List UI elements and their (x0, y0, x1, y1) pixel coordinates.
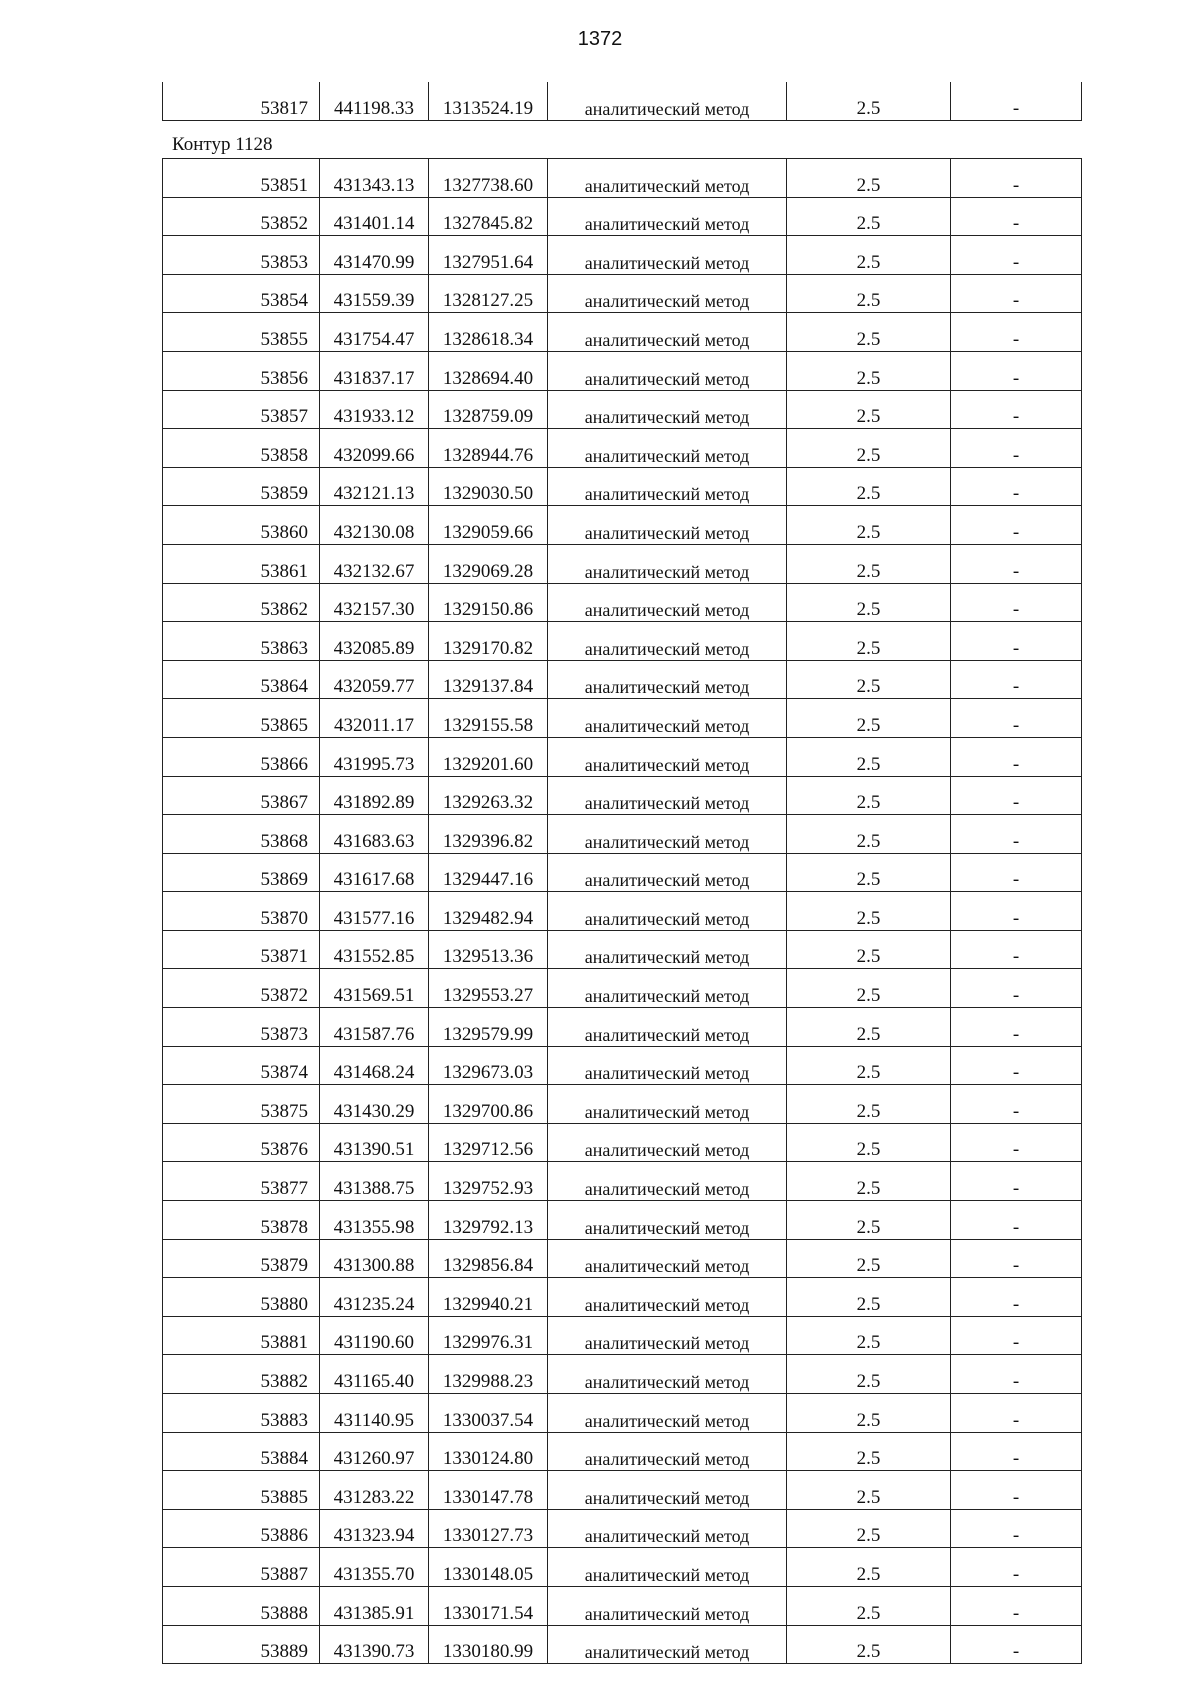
table-row (163, 815, 1082, 854)
method-cell: аналитический метод (548, 1239, 787, 1278)
accuracy-cell: 2.5 (787, 506, 951, 545)
accuracy-cell: 2.5 (787, 274, 951, 313)
x-coordinate-cell: 431552.85 (320, 930, 429, 969)
x-coordinate-cell: 432130.08 (320, 506, 429, 545)
description-cell: - (951, 1046, 1082, 1085)
description-cell: - (951, 815, 1082, 854)
description-cell: - (951, 1355, 1082, 1394)
method-cell: аналитический метод (548, 390, 787, 429)
y-coordinate-cell: 1329792.13 (429, 1201, 548, 1240)
description-cell: - (951, 313, 1082, 352)
y-coordinate-cell: 1330124.80 (429, 1432, 548, 1471)
y-coordinate-cell: 1329030.50 (429, 467, 548, 506)
method-cell: аналитический метод (548, 1162, 787, 1201)
x-coordinate-cell: 431235.24 (320, 1278, 429, 1317)
accuracy-cell: 2.5 (787, 1394, 951, 1433)
accuracy-cell: 2.5 (787, 622, 951, 661)
accuracy-cell: 2.5 (787, 1355, 951, 1394)
accuracy-cell: 2.5 (787, 660, 951, 699)
table-row (163, 1509, 1082, 1548)
accuracy-cell: 2.5 (787, 351, 951, 390)
y-coordinate-cell: 1329137.84 (429, 660, 548, 699)
point-number-cell: 53859 (163, 467, 320, 506)
x-coordinate-cell: 432085.89 (320, 622, 429, 661)
method-cell: аналитический метод (548, 1046, 787, 1085)
description-cell: - (951, 1239, 1082, 1278)
point-number-cell: 53881 (163, 1316, 320, 1355)
accuracy-cell: 2.5 (787, 892, 951, 931)
description-cell: - (951, 1586, 1082, 1625)
point-number-cell: 53886 (163, 1509, 320, 1548)
x-coordinate-cell: 441198.33 (320, 82, 429, 120)
point-number-cell: 53860 (163, 506, 320, 545)
table-row (163, 737, 1082, 776)
point-number-cell: 53853 (163, 236, 320, 275)
y-coordinate-cell: 1328127.25 (429, 274, 548, 313)
x-coordinate-cell: 431343.13 (320, 159, 429, 198)
y-coordinate-cell: 1329940.21 (429, 1278, 548, 1317)
x-coordinate-cell: 431355.98 (320, 1201, 429, 1240)
description-cell: - (951, 1278, 1082, 1317)
table-row (163, 159, 1082, 198)
point-number-cell: 53878 (163, 1201, 320, 1240)
table-row (163, 1278, 1082, 1317)
method-cell: аналитический метод (548, 506, 787, 545)
y-coordinate-cell: 1313524.19 (429, 82, 548, 120)
table-row (163, 197, 1082, 236)
table-row (163, 1123, 1082, 1162)
accuracy-cell: 2.5 (787, 313, 951, 352)
description-cell: - (951, 1548, 1082, 1587)
accuracy-cell: 2.5 (787, 1085, 951, 1124)
table-row (163, 274, 1082, 313)
method-cell: аналитический метод (548, 660, 787, 699)
y-coordinate-cell: 1328694.40 (429, 351, 548, 390)
y-coordinate-cell: 1329988.23 (429, 1355, 548, 1394)
accuracy-cell: 2.5 (787, 699, 951, 738)
x-coordinate-cell: 431355.70 (320, 1548, 429, 1587)
point-number-cell: 53874 (163, 1046, 320, 1085)
accuracy-cell: 2.5 (787, 82, 951, 120)
method-cell: аналитический метод (548, 1509, 787, 1548)
description-cell: - (951, 1394, 1082, 1433)
y-coordinate-cell: 1330148.05 (429, 1548, 548, 1587)
point-number-cell: 53880 (163, 1278, 320, 1317)
x-coordinate-cell: 431577.16 (320, 892, 429, 931)
y-coordinate-cell: 1329700.86 (429, 1085, 548, 1124)
point-number-cell: 53877 (163, 1162, 320, 1201)
method-cell: аналитический метод (548, 429, 787, 468)
x-coordinate-cell: 431587.76 (320, 1008, 429, 1047)
x-coordinate-cell: 431559.39 (320, 274, 429, 313)
accuracy-cell: 2.5 (787, 1548, 951, 1587)
x-coordinate-cell: 431283.22 (320, 1471, 429, 1510)
table-row (163, 1548, 1082, 1587)
x-coordinate-cell: 431323.94 (320, 1509, 429, 1548)
method-cell: аналитический метод (548, 583, 787, 622)
y-coordinate-cell: 1328944.76 (429, 429, 548, 468)
table-row (163, 313, 1082, 352)
method-cell: аналитический метод (548, 1586, 787, 1625)
point-number-cell: 53857 (163, 390, 320, 429)
point-number-cell: 53851 (163, 159, 320, 198)
description-cell: - (951, 236, 1082, 275)
y-coordinate-cell: 1330171.54 (429, 1586, 548, 1625)
description-cell: - (951, 467, 1082, 506)
table-row (163, 1394, 1082, 1433)
description-cell: - (951, 1432, 1082, 1471)
description-cell: - (951, 776, 1082, 815)
method-cell: аналитический метод (548, 1548, 787, 1587)
accuracy-cell: 2.5 (787, 1201, 951, 1240)
description-cell: - (951, 930, 1082, 969)
y-coordinate-cell: 1328759.09 (429, 390, 548, 429)
y-coordinate-cell: 1327738.60 (429, 159, 548, 198)
method-cell: аналитический метод (548, 1471, 787, 1510)
y-coordinate-cell: 1327845.82 (429, 197, 548, 236)
x-coordinate-cell: 431165.40 (320, 1355, 429, 1394)
y-coordinate-cell: 1329201.60 (429, 737, 548, 776)
y-coordinate-cell: 1329579.99 (429, 1008, 548, 1047)
point-number-cell: 53817 (163, 82, 320, 120)
x-coordinate-cell: 431470.99 (320, 236, 429, 275)
description-cell: - (951, 583, 1082, 622)
y-coordinate-cell: 1329856.84 (429, 1239, 548, 1278)
point-number-cell: 53865 (163, 699, 320, 738)
y-coordinate-cell: 1330147.78 (429, 1471, 548, 1510)
accuracy-cell: 2.5 (787, 390, 951, 429)
table-row (163, 351, 1082, 390)
y-coordinate-cell: 1329069.28 (429, 544, 548, 583)
point-number-cell: 53873 (163, 1008, 320, 1047)
method-cell: аналитический метод (548, 274, 787, 313)
x-coordinate-cell: 431468.24 (320, 1046, 429, 1085)
method-cell: аналитический метод (548, 622, 787, 661)
point-number-cell: 53856 (163, 351, 320, 390)
description-cell: - (951, 429, 1082, 468)
y-coordinate-cell: 1329263.32 (429, 776, 548, 815)
x-coordinate-cell: 431933.12 (320, 390, 429, 429)
accuracy-cell: 2.5 (787, 236, 951, 275)
x-coordinate-cell: 431995.73 (320, 737, 429, 776)
description-cell: - (951, 197, 1082, 236)
x-coordinate-cell: 432099.66 (320, 429, 429, 468)
point-number-cell: 53870 (163, 892, 320, 931)
method-cell: аналитический метод (548, 1201, 787, 1240)
y-coordinate-cell: 1329553.27 (429, 969, 548, 1008)
x-coordinate-cell: 431837.17 (320, 351, 429, 390)
accuracy-cell: 2.5 (787, 1509, 951, 1548)
x-coordinate-cell: 432121.13 (320, 467, 429, 506)
description-cell: - (951, 159, 1082, 198)
table-row (163, 82, 1082, 120)
method-cell: аналитический метод (548, 1625, 787, 1664)
y-coordinate-cell: 1329673.03 (429, 1046, 548, 1085)
description-cell: - (951, 892, 1082, 931)
table-row (163, 390, 1082, 429)
point-number-cell: 53866 (163, 737, 320, 776)
table-row (163, 853, 1082, 892)
point-number-cell: 53876 (163, 1123, 320, 1162)
table-row (163, 1432, 1082, 1471)
method-cell: аналитический метод (548, 197, 787, 236)
description-cell: - (951, 969, 1082, 1008)
point-number-cell: 53855 (163, 313, 320, 352)
description-cell: - (951, 737, 1082, 776)
x-coordinate-cell: 431892.89 (320, 776, 429, 815)
table-row (163, 506, 1082, 545)
method-cell: аналитический метод (548, 159, 787, 198)
table-row (163, 1239, 1082, 1278)
x-coordinate-cell: 431190.60 (320, 1316, 429, 1355)
method-cell: аналитический метод (548, 351, 787, 390)
description-cell: - (951, 699, 1082, 738)
method-cell: аналитический метод (548, 969, 787, 1008)
table-row (163, 1355, 1082, 1394)
point-number-cell: 53852 (163, 197, 320, 236)
table-row (163, 1085, 1082, 1124)
contour-label: Контур 1128 (172, 134, 273, 155)
method-cell: аналитический метод (548, 1355, 787, 1394)
table-row (163, 467, 1082, 506)
description-cell: - (951, 274, 1082, 313)
point-number-cell: 53872 (163, 969, 320, 1008)
accuracy-cell: 2.5 (787, 1278, 951, 1317)
point-number-cell: 53867 (163, 776, 320, 815)
table-row (163, 1586, 1082, 1625)
method-cell: аналитический метод (548, 1008, 787, 1047)
method-cell: аналитический метод (548, 815, 787, 854)
method-cell: аналитический метод (548, 1432, 787, 1471)
method-cell: аналитический метод (548, 737, 787, 776)
accuracy-cell: 2.5 (787, 1123, 951, 1162)
point-number-cell: 53864 (163, 660, 320, 699)
accuracy-cell: 2.5 (787, 1432, 951, 1471)
table-row (163, 1625, 1082, 1664)
point-number-cell: 53862 (163, 583, 320, 622)
description-cell: - (951, 853, 1082, 892)
point-number-cell: 53879 (163, 1239, 320, 1278)
table-row (163, 776, 1082, 815)
coordinates-table-continued-body (163, 82, 1082, 120)
y-coordinate-cell: 1330127.73 (429, 1509, 548, 1548)
coordinates-table-continued (162, 82, 1082, 121)
x-coordinate-cell: 432011.17 (320, 699, 429, 738)
table-row (163, 1471, 1082, 1510)
method-cell: аналитический метод (548, 1316, 787, 1355)
method-cell: аналитический метод (548, 853, 787, 892)
point-number-cell: 53882 (163, 1355, 320, 1394)
description-cell: - (951, 506, 1082, 545)
x-coordinate-cell: 432059.77 (320, 660, 429, 699)
point-number-cell: 53884 (163, 1432, 320, 1471)
accuracy-cell: 2.5 (787, 737, 951, 776)
point-number-cell: 53875 (163, 1085, 320, 1124)
table-row (163, 930, 1082, 969)
description-cell: - (951, 1123, 1082, 1162)
accuracy-cell: 2.5 (787, 776, 951, 815)
accuracy-cell: 2.5 (787, 1162, 951, 1201)
point-number-cell: 53883 (163, 1394, 320, 1433)
x-coordinate-cell: 431390.51 (320, 1123, 429, 1162)
y-coordinate-cell: 1329447.16 (429, 853, 548, 892)
table-row (163, 699, 1082, 738)
table-row (163, 1008, 1082, 1047)
y-coordinate-cell: 1329170.82 (429, 622, 548, 661)
accuracy-cell: 2.5 (787, 429, 951, 468)
x-coordinate-cell: 431754.47 (320, 313, 429, 352)
method-cell: аналитический метод (548, 467, 787, 506)
accuracy-cell: 2.5 (787, 930, 951, 969)
accuracy-cell: 2.5 (787, 815, 951, 854)
x-coordinate-cell: 431388.75 (320, 1162, 429, 1201)
point-number-cell: 53854 (163, 274, 320, 313)
method-cell: аналитический метод (548, 1085, 787, 1124)
method-cell: аналитический метод (548, 236, 787, 275)
x-coordinate-cell: 431260.97 (320, 1432, 429, 1471)
method-cell: аналитический метод (548, 930, 787, 969)
y-coordinate-cell: 1329059.66 (429, 506, 548, 545)
description-cell: - (951, 544, 1082, 583)
table-row (163, 622, 1082, 661)
accuracy-cell: 2.5 (787, 1625, 951, 1664)
description-cell: - (951, 1085, 1082, 1124)
y-coordinate-cell: 1329396.82 (429, 815, 548, 854)
point-number-cell: 53885 (163, 1471, 320, 1510)
accuracy-cell: 2.5 (787, 544, 951, 583)
y-coordinate-cell: 1327951.64 (429, 236, 548, 275)
table-row (163, 1162, 1082, 1201)
method-cell: аналитический метод (548, 1123, 787, 1162)
page-number: 1372 (577, 28, 623, 50)
accuracy-cell: 2.5 (787, 1239, 951, 1278)
x-coordinate-cell: 431140.95 (320, 1394, 429, 1433)
description-cell: - (951, 1008, 1082, 1047)
y-coordinate-cell: 1329752.93 (429, 1162, 548, 1201)
y-coordinate-cell: 1329513.36 (429, 930, 548, 969)
table-row (163, 1201, 1082, 1240)
accuracy-cell: 2.5 (787, 1046, 951, 1085)
accuracy-cell: 2.5 (787, 1586, 951, 1625)
method-cell: аналитический метод (548, 313, 787, 352)
x-coordinate-cell: 431390.73 (320, 1625, 429, 1664)
accuracy-cell: 2.5 (787, 159, 951, 198)
x-coordinate-cell: 431617.68 (320, 853, 429, 892)
description-cell: - (951, 1625, 1082, 1664)
point-number-cell: 53888 (163, 1586, 320, 1625)
accuracy-cell: 2.5 (787, 467, 951, 506)
description-cell: - (951, 351, 1082, 390)
point-number-cell: 53871 (163, 930, 320, 969)
x-coordinate-cell: 431430.29 (320, 1085, 429, 1124)
x-coordinate-cell: 432157.30 (320, 583, 429, 622)
point-number-cell: 53861 (163, 544, 320, 583)
method-cell: аналитический метод (548, 544, 787, 583)
table-row (163, 236, 1082, 275)
accuracy-cell: 2.5 (787, 1471, 951, 1510)
method-cell: аналитический метод (548, 1278, 787, 1317)
table-row (163, 544, 1082, 583)
method-cell: аналитический метод (548, 892, 787, 931)
method-cell: аналитический метод (548, 1394, 787, 1433)
y-coordinate-cell: 1329150.86 (429, 583, 548, 622)
point-number-cell: 53868 (163, 815, 320, 854)
method-cell: аналитический метод (548, 82, 787, 120)
description-cell: - (951, 1509, 1082, 1548)
method-cell: аналитический метод (548, 776, 787, 815)
accuracy-cell: 2.5 (787, 969, 951, 1008)
x-coordinate-cell: 431385.91 (320, 1586, 429, 1625)
description-cell: - (951, 622, 1082, 661)
description-cell: - (951, 1471, 1082, 1510)
table-row (163, 429, 1082, 468)
y-coordinate-cell: 1329482.94 (429, 892, 548, 931)
x-coordinate-cell: 432132.67 (320, 544, 429, 583)
table-row (163, 969, 1082, 1008)
description-cell: - (951, 660, 1082, 699)
accuracy-cell: 2.5 (787, 583, 951, 622)
accuracy-cell: 2.5 (787, 1008, 951, 1047)
x-coordinate-cell: 431300.88 (320, 1239, 429, 1278)
coordinates-table-body (163, 159, 1082, 1664)
description-cell: - (951, 1201, 1082, 1240)
point-number-cell: 53863 (163, 622, 320, 661)
accuracy-cell: 2.5 (787, 197, 951, 236)
description-cell: - (951, 390, 1082, 429)
x-coordinate-cell: 431683.63 (320, 815, 429, 854)
y-coordinate-cell: 1330180.99 (429, 1625, 548, 1664)
point-number-cell: 53887 (163, 1548, 320, 1587)
point-number-cell: 53869 (163, 853, 320, 892)
y-coordinate-cell: 1329712.56 (429, 1123, 548, 1162)
x-coordinate-cell: 431401.14 (320, 197, 429, 236)
table-row (163, 892, 1082, 931)
y-coordinate-cell: 1329155.58 (429, 699, 548, 738)
point-number-cell: 53889 (163, 1625, 320, 1664)
accuracy-cell: 2.5 (787, 1316, 951, 1355)
table-row (163, 1046, 1082, 1085)
y-coordinate-cell: 1329976.31 (429, 1316, 548, 1355)
description-cell: - (951, 1316, 1082, 1355)
coordinates-table (162, 158, 1082, 1664)
description-cell: - (951, 1162, 1082, 1201)
x-coordinate-cell: 431569.51 (320, 969, 429, 1008)
accuracy-cell: 2.5 (787, 853, 951, 892)
table-row (163, 583, 1082, 622)
y-coordinate-cell: 1330037.54 (429, 1394, 548, 1433)
y-coordinate-cell: 1328618.34 (429, 313, 548, 352)
method-cell: аналитический метод (548, 699, 787, 738)
table-row (163, 1316, 1082, 1355)
description-cell: - (951, 82, 1082, 120)
table-row (163, 660, 1082, 699)
point-number-cell: 53858 (163, 429, 320, 468)
